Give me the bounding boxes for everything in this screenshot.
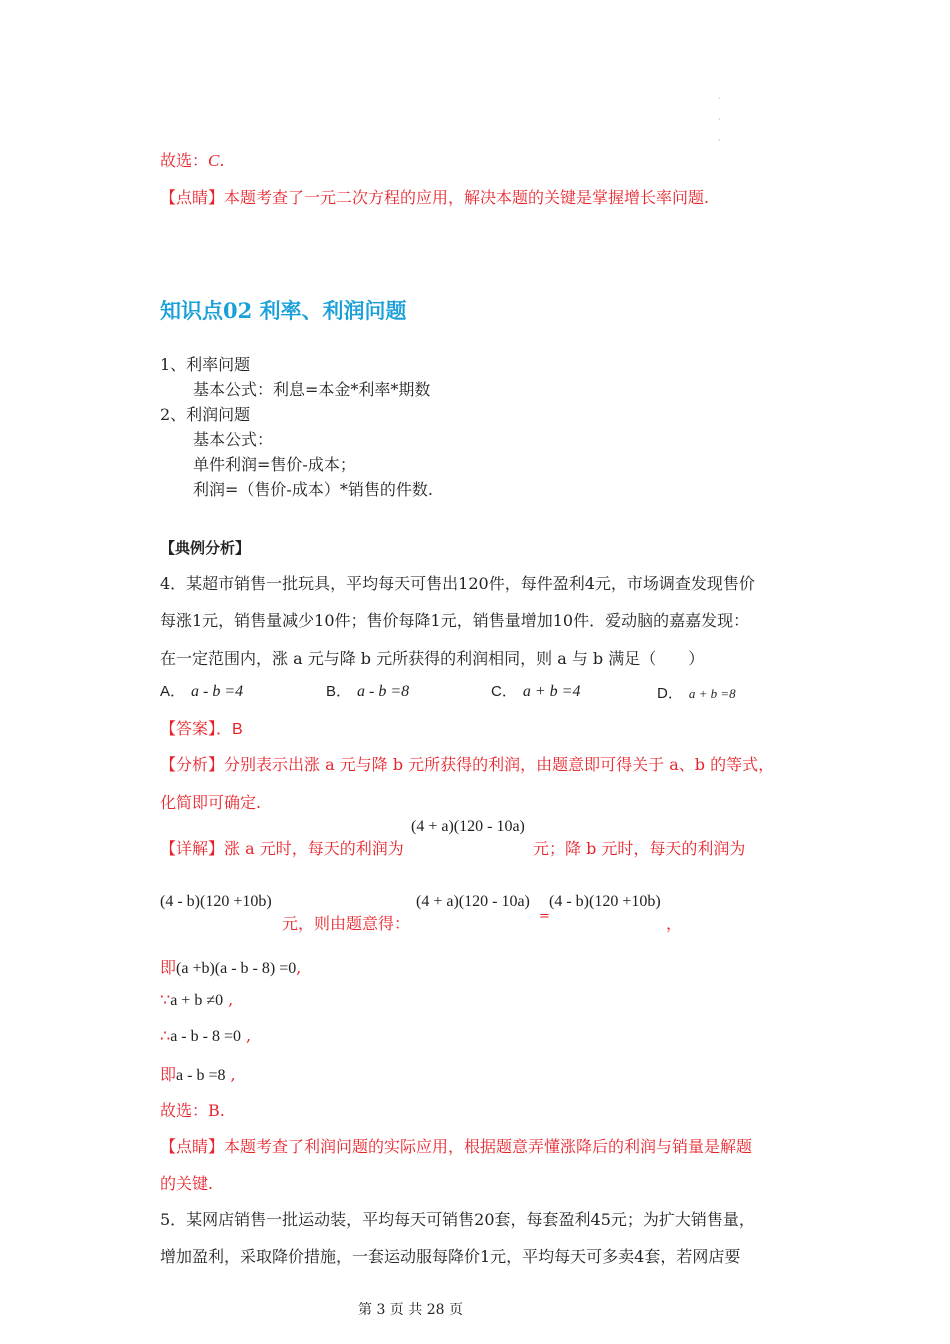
prev-comment: 【点睛】本题考查了一元二次方程的应用，解决本题的关键是掌握增长率问题. xyxy=(160,188,710,207)
q4-line-2: 每涨1元，销售量减少10件；售价每降1元，销售量增加10件．爱动脑的嘉嘉发现： xyxy=(160,611,750,630)
q4-detail-2a: 元，则由题意得： xyxy=(282,914,411,933)
q4-comment-1: 【点睛】本题考查了利润问题的实际应用，根据题意弄懂涨降后的利润与销量是解题 xyxy=(160,1137,753,1156)
q4-comma: ， xyxy=(666,914,683,933)
q4-expr-1: (4 + a)(120 - 10a) xyxy=(411,818,525,835)
knowledge-line-4: 基本公式： xyxy=(193,430,274,449)
q4-option-a: A． a - b =4 xyxy=(160,683,244,700)
q4-expr-4: (4 - b)(120 +10b) xyxy=(549,893,661,910)
q4-step-2: ∵a + b ≠0 , xyxy=(160,990,234,1009)
answer-tag: 【答案】 xyxy=(160,719,217,738)
knowledge-line-5: 单件利润=售价-成本； xyxy=(193,455,356,474)
q4-line-1: 4．某超市销售一批玩具，平均每天可售出120件，每件盈利4元，市场调查发现售价 xyxy=(160,574,755,593)
page-footer: 第 3 页 共 28 页 xyxy=(358,1302,463,1318)
comment-tag: 【点睛】 xyxy=(160,188,225,207)
q4-expr-2: (4 - b)(120 +10b) xyxy=(160,893,272,910)
q4-equals: = xyxy=(539,909,550,924)
q4-detail-1a: 【详解】涨 a 元时，每天的利润为 xyxy=(160,839,404,858)
q4-detail-1b: 元；降 b 元时，每天的利润为 xyxy=(533,839,746,858)
analysis-tag: 【分析】 xyxy=(160,755,225,774)
q4-line-3: 在一定范围内，涨 a 元与降 b 元所获得的利润相同，则 a 与 b 满足（ ） xyxy=(160,649,705,668)
q4-expr-3: (4 + a)(120 - 10a) xyxy=(416,893,530,910)
q4-choice: 故选：B. xyxy=(160,1101,225,1120)
q4-step-4: 即a - b =8 , xyxy=(160,1065,236,1084)
knowledge-line-1: 1、利率问题 xyxy=(160,355,251,374)
q4-comment-2: 的关键. xyxy=(160,1174,214,1193)
detail-tag: 【详解】 xyxy=(160,839,225,858)
example-heading: 【典例分析】 xyxy=(160,539,251,557)
comment-tag: 【点睛】 xyxy=(160,1137,225,1156)
q4-option-d: D． a + b =8 xyxy=(657,685,736,702)
q5-line-1: 5．某网店销售一批运动装，平均每天可销售20套，每套盈利45元；为扩大销售量， xyxy=(160,1210,755,1229)
q4-analysis-1: 【分析】分别表示出涨 a 元与降 b 元所获得的利润，由题意即可得关于 a、b 的等式， xyxy=(160,755,775,774)
section-title: 知识点02 利率、利润问题 xyxy=(160,298,407,323)
q4-step-3: ∴a - b - 8 =0 , xyxy=(160,1026,252,1045)
prev-choice: 故选：C. xyxy=(160,151,225,170)
knowledge-line-6: 利润=（售价-成本）*销售的件数. xyxy=(193,480,433,499)
header-dots: · · · xyxy=(718,94,721,145)
q4-step-1: 即(a +b)(a - b - 8) =0, xyxy=(160,958,302,977)
q4-option-b: B． a - b =8 xyxy=(326,683,410,700)
q4-answer: 【答案】．B xyxy=(160,719,243,738)
knowledge-line-3: 2、利润问题 xyxy=(160,405,251,424)
q4-analysis-2: 化简即可确定. xyxy=(160,793,262,812)
q5-line-2: 增加盈利，采取降价措施，一套运动服每降价1元，平均每天可多卖4套，若网店要 xyxy=(160,1247,741,1266)
knowledge-line-2: 基本公式：利息=本金*利率*期数 xyxy=(193,380,431,399)
q4-option-c: C． a + b =4 xyxy=(491,683,581,700)
